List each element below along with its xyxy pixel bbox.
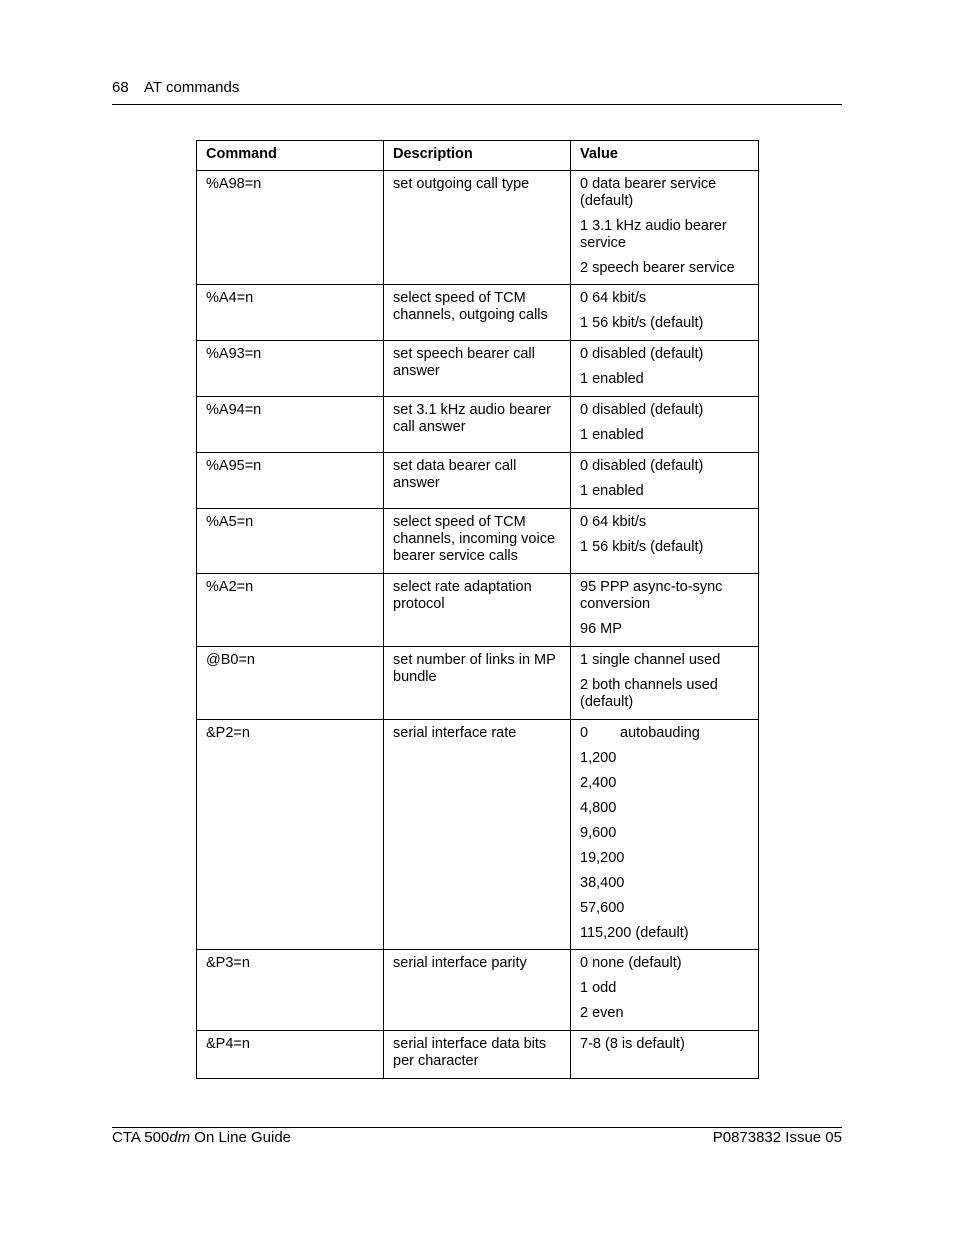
value-line: 38,400 [580,875,625,891]
value-line: 0 none (default) [580,955,682,971]
value-code: 0 [580,725,589,741]
command-cell: %A95=n [197,453,384,509]
description-cell: serial interface data bits per character [384,1031,571,1079]
command-cell: %A5=n [197,509,384,574]
description-cell: select speed of TCM channels, outgoing calls [384,285,571,341]
value-cell [571,453,759,509]
value-line: 96 MP [580,621,622,637]
value-line: 95 PPP async-to-sync conversion [580,579,723,612]
table-row [197,720,759,950]
command-cell: &P4=n [197,1031,384,1079]
value-line: 1 enabled [580,427,644,443]
value-line: 9,600 [580,825,617,841]
description-cell: serial interface parity [384,950,571,1031]
value-line: 1 56 kbit/s (default) [580,315,704,331]
value-line: 7-8 (8 is default) [580,1036,685,1052]
value-line: 0 disabled (default) [580,402,704,418]
description-cell: set 3.1 kHz audio bearer call answer [384,397,571,453]
table-row [197,341,759,397]
description-cell: select speed of TCM channels, incoming voice bearer service calls [384,509,571,574]
at-commands-table [196,140,759,1079]
footer-title-suffix: On Line Guide [190,1129,292,1146]
table-row [197,397,759,453]
value-line: 1 3.1 kHz audio bearer service [580,218,727,251]
column-header-value: Value [571,141,759,171]
value-cell [571,720,759,950]
value-cell [571,950,759,1031]
value-line: 0 data bearer service (default) [580,176,717,209]
value-line: 1,200 [580,750,617,766]
command-cell: &P3=n [197,950,384,1031]
value-label: autobauding [620,725,700,741]
command-cell: &P2=n [197,720,384,950]
table-row [197,453,759,509]
value-line: 1 enabled [580,483,644,499]
command-cell: @B0=n [197,647,384,720]
description-cell: set speech bearer call answer [384,341,571,397]
value-cell [571,171,759,285]
column-header-command: Command [197,141,384,171]
value-cell [571,397,759,453]
table-row [197,509,759,574]
value-line: 2 speech bearer service [580,260,735,276]
command-cell: %A98=n [197,171,384,285]
description-cell: set data bearer call answer [384,453,571,509]
table-row [197,171,759,285]
footer-title [112,1129,291,1146]
value-line: 0 disabled (default) [580,346,704,362]
value-cell [571,341,759,397]
value-line: 1 enabled [580,371,644,387]
column-header-description: Description [384,141,571,171]
value-line: 0 64 kbit/s [580,514,647,530]
page-header [112,79,239,96]
footer-rule [112,1127,842,1128]
value-cell [571,1031,759,1079]
value-line: 115,200 (default) [580,925,689,941]
section-title: AT commands [144,79,240,96]
value-line [580,725,750,742]
footer-title-prefix: CTA 500 [112,1129,170,1146]
description-cell: serial interface rate [384,720,571,950]
table-row [197,285,759,341]
footer-title-italic: dm [169,1129,191,1146]
command-cell: %A4=n [197,285,384,341]
description-cell: select rate adaptation protocol [384,574,571,647]
description-cell: set number of links in MP bundle [384,647,571,720]
value-line: 19,200 [580,850,625,866]
header-rule [112,104,842,105]
value-line: 4,800 [580,800,617,816]
command-cell: %A93=n [197,341,384,397]
value-line: 57,600 [580,900,625,916]
value-line: 1 56 kbit/s (default) [580,539,704,555]
value-line: 2,400 [580,775,617,791]
footer-doc-number: P0873832 Issue 05 [712,1129,842,1146]
description-cell: set outgoing call type [384,171,571,285]
value-line: 1 single channel used [580,652,721,668]
value-line: 1 odd [580,980,617,996]
page-number: 68 [112,79,129,96]
table-header-row [197,141,759,171]
table-row [197,950,759,1031]
table-row [197,574,759,647]
value-line: 0 disabled (default) [580,458,704,474]
value-line: 2 both channels used (default) [580,677,718,710]
value-line: 2 even [580,1005,624,1021]
value-cell [571,574,759,647]
table-row [197,1031,759,1079]
value-line: 0 64 kbit/s [580,290,647,306]
value-cell [571,509,759,574]
value-cell [571,285,759,341]
command-cell: %A94=n [197,397,384,453]
value-cell [571,647,759,720]
table-row [197,647,759,720]
command-cell: %A2=n [197,574,384,647]
